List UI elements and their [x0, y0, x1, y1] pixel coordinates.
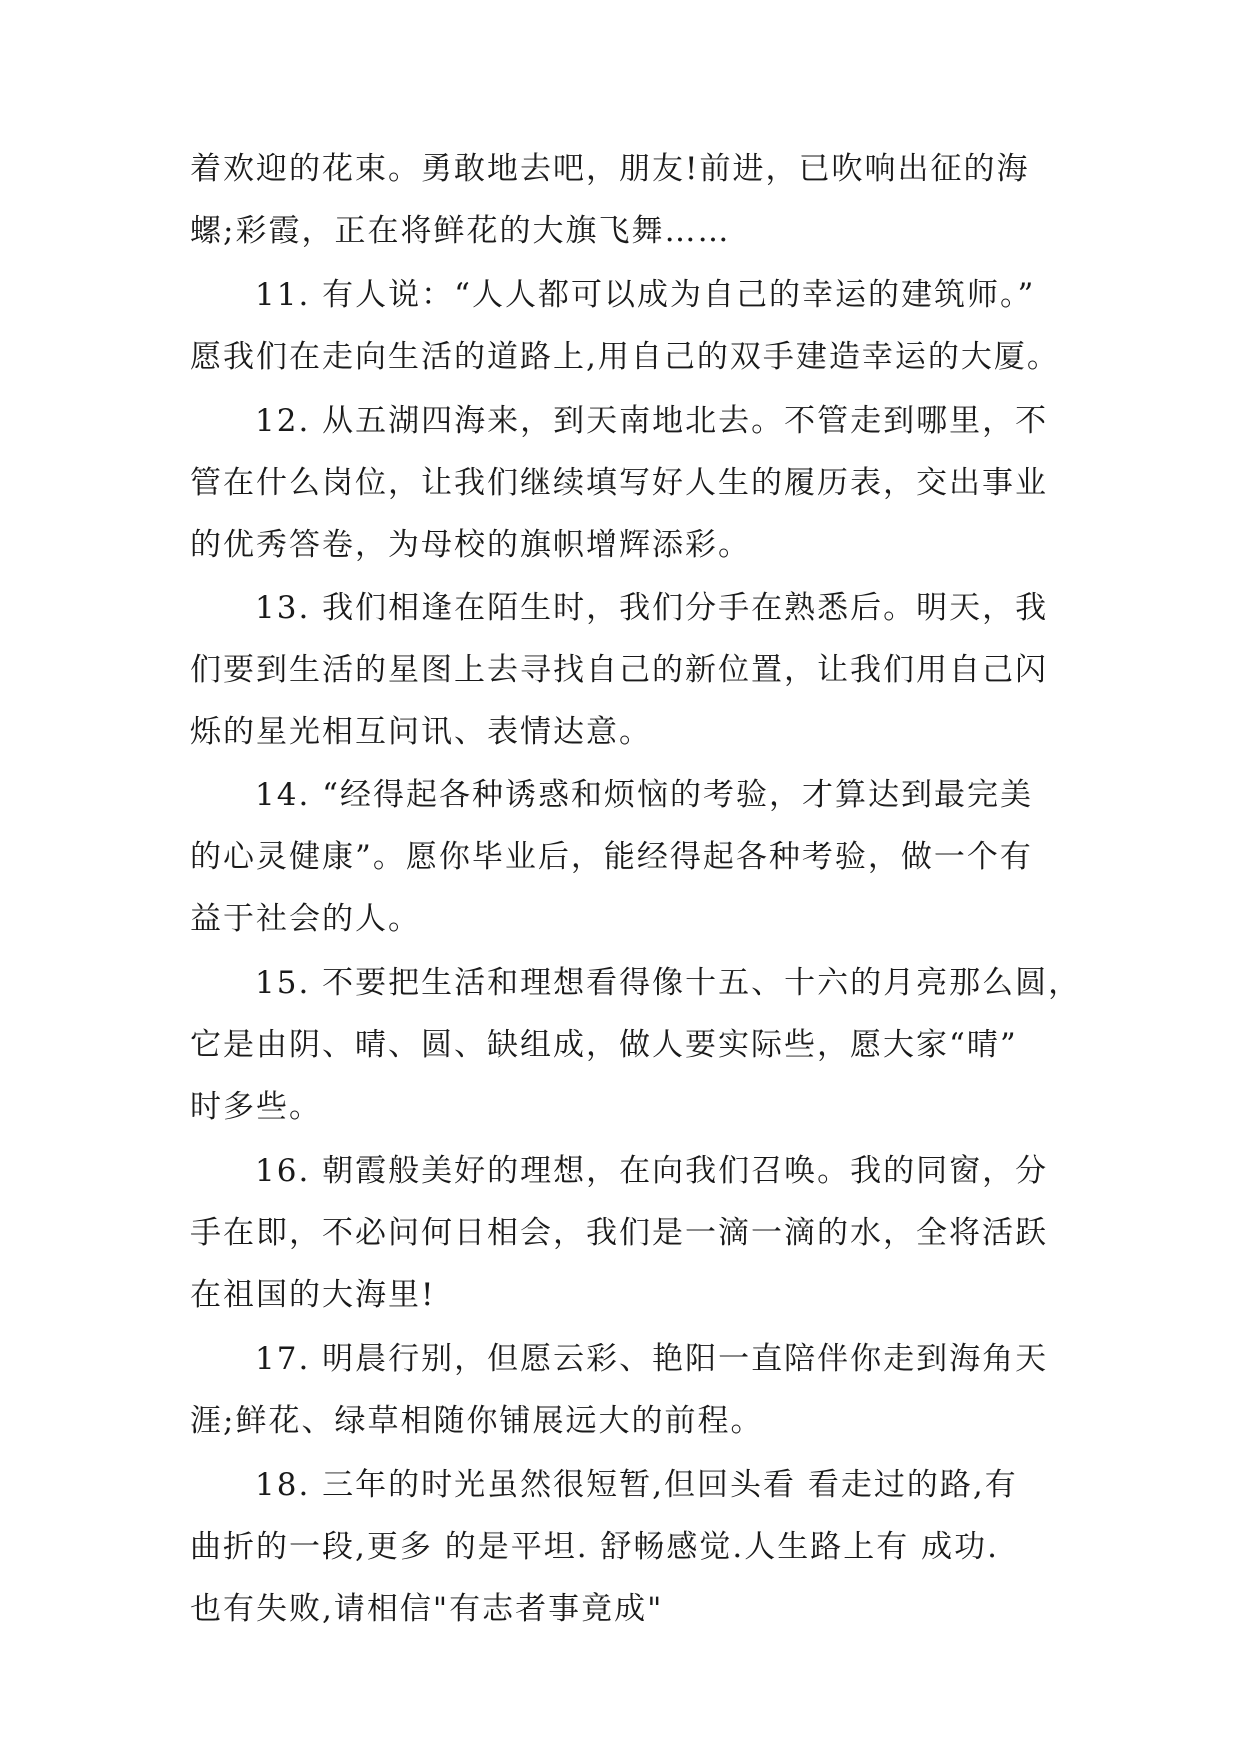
list-item-12: 12. 从五湖四海来，到天南地北去。不管走到哪里，不 — [255, 403, 1049, 439]
text-line: 螺;彩霞，正在将鲜花的大旗飞舞…… — [190, 213, 731, 249]
text-line: 愿我们在走向生活的道路上,用自己的双手建造幸运的大厦。 — [190, 339, 1060, 375]
text-line: 管在什么岗位，让我们继续填写好人生的履历表，交出事业 — [190, 465, 1048, 501]
text-line: 们要到生活的星图上去寻找自己的新位置，让我们用自己闪 — [190, 652, 1048, 688]
list-item-15: 15. 不要把生活和理想看得像十五、十六的月亮那么圆， — [255, 965, 1082, 1001]
list-item-11: 11. 有人说：“人人都可以成为自己的幸运的建筑师。” — [255, 277, 1036, 313]
text-line: 涯;鲜花、绿草相随你铺展远大的前程。 — [190, 1403, 764, 1439]
text-line: 着欢迎的花束。勇敢地去吧，朋友!前进，已吹响出征的海 — [190, 151, 1030, 187]
list-item-16: 16. 朝霞般美好的理想，在向我们召唤。我的同窗，分 — [255, 1153, 1049, 1189]
text-line: 的优秀答卷，为母校的旗帜增辉添彩。 — [190, 527, 751, 563]
text-line: 时多些。 — [190, 1089, 322, 1125]
text-line: 烁的星光相互问讯、表情达意。 — [190, 714, 652, 750]
list-item-17: 17. 明晨行别，但愿云彩、艳阳一直陪伴你走到海角天 — [255, 1341, 1049, 1377]
list-item-14: 14. “经得起各种诱惑和烦恼的考验，才算达到最完美 — [255, 777, 1034, 813]
text-line: 益于社会的人。 — [190, 901, 421, 937]
text-line: 的心灵健康”。愿你毕业后，能经得起各种考验，做一个有 — [190, 839, 1033, 875]
text-line: 它是由阴、晴、圆、缺组成，做人要实际些，愿大家“晴” — [190, 1027, 1018, 1063]
list-item-18: 18. 三年的时光虽然很短暂,但回头看 看走过的路,有 — [255, 1467, 1018, 1503]
list-item-13: 13. 我们相逢在陌生时，我们分手在熟悉后。明天，我 — [255, 590, 1049, 626]
text-line: 在祖国的大海里! — [190, 1277, 436, 1313]
text-line: 曲折的一段,更多 的是平坦. 舒畅感觉.人生路上有 成功. — [190, 1529, 999, 1565]
text-line: 手在即，不必问何日相会，我们是一滴一滴的水，全将活跃 — [190, 1215, 1048, 1251]
text-line: 也有失败,请相信"有志者事竟成" — [190, 1591, 664, 1627]
